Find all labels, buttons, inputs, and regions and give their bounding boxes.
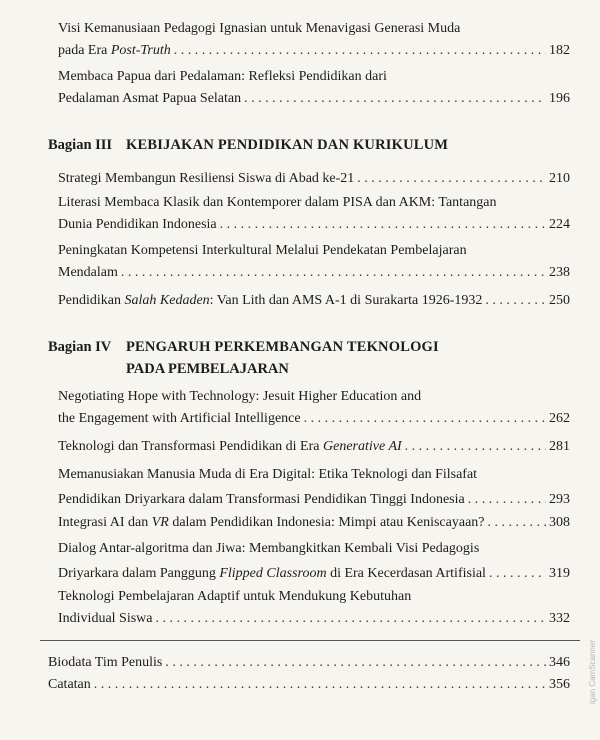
section-divider: [40, 640, 580, 641]
dot-leader: [489, 563, 546, 585]
dot-leader: [488, 512, 547, 534]
page-number: 210: [549, 171, 570, 186]
entry-leader-line: [58, 88, 570, 110]
dot-leader: [405, 436, 546, 458]
page-number: 308: [549, 515, 570, 530]
entry-title-line: Mendalam: [58, 265, 118, 280]
toc-entry-catatan[interactable]: [48, 674, 570, 696]
entry-title-line: the Engagement with Artificial Intelligence: [58, 411, 301, 426]
entry-title-line: Memanusiakan Manusia Muda di Era Digital: Etika Teknologi dan Filsafat: [58, 467, 478, 482]
toc-entry-negotiating-hope[interactable]: [58, 386, 570, 430]
entry-leader-line: [48, 674, 570, 696]
entry-title-line: Literasi Membaca Klasik dan Kontemporer dalam PISA dan AKM: Tantangan: [58, 195, 497, 210]
entry-title-line: Visi Kemanusiaan Pedagogi Ignasian untuk Menavigasi Generasi Muda: [58, 21, 461, 36]
dot-leader: [304, 408, 546, 430]
entry-leader-line: [58, 408, 570, 430]
toc-entry-visi-kemanusiaan[interactable]: [58, 18, 570, 62]
entry-leader-line: [48, 652, 570, 674]
italic-term: VR: [151, 515, 169, 530]
entry-title-line: Pendidikan Driyarkara dalam Transformasi Pendidikan Tinggi Indonesia: [58, 492, 465, 507]
section-title: PENGARUH PERKEMBANGAN TEKNOLOGI: [126, 339, 439, 355]
toc-entry-generative-ai[interactable]: [58, 436, 570, 458]
italic-term: Post-Truth: [110, 43, 171, 58]
page-number: 182: [549, 43, 570, 58]
toc-entry-salah-kedaden[interactable]: [58, 290, 570, 312]
toc-entry-membaca-papua[interactable]: [58, 66, 570, 110]
section-heading-bagian-iv: [48, 336, 439, 380]
dot-leader: [165, 652, 546, 674]
entry-title-line: Teknologi Pembelajaran Adaptif untuk Mendukung Kebutuhan: [58, 589, 412, 604]
entry-leader-line: [58, 436, 570, 458]
entry-title-line: Peningkatan Kompetensi Interkultural Melalui Pendekatan Pembelajaran: [58, 243, 467, 258]
toc-entry-kompetensi-interkultural[interactable]: [58, 240, 570, 284]
entry-title-line: Negotiating Hope with Technology: Jesuit Higher Education and: [58, 389, 422, 404]
entry-title-line: Strategi Membangun Resiliensi Siswa di Abad ke-21: [58, 171, 355, 186]
entry-leader-line: [58, 512, 570, 534]
page-number: 196: [549, 91, 570, 106]
dot-leader: [94, 674, 546, 696]
entry-leader-line: [58, 262, 570, 284]
toc-entry-memanusiakan-manusia[interactable]: [58, 464, 570, 511]
toc-entry-literasi-membaca[interactable]: [58, 192, 570, 236]
entry-leader-line: [58, 40, 570, 62]
entry-title-line: Driyarkara dalam Panggung Flipped Classroom di Era Kecerdasan Artifisial: [58, 566, 486, 581]
toc-entry-strategi-resiliensi[interactable]: [58, 168, 570, 190]
entry-leader-line: [58, 489, 570, 511]
entry-title-line: Integrasi AI dan VR dalam Pendidikan Indonesia: Mimpi atau Keniscayaan?: [58, 515, 485, 530]
dot-leader: [220, 214, 546, 236]
entry-title-line: Pendidikan Salah Kedaden: Van Lith dan AMS A-1 di Surakarta 1926-1932: [58, 293, 483, 308]
dot-leader: [121, 262, 546, 284]
scanner-watermark: igan CamScanner: [588, 640, 597, 705]
entry-leader-line: [58, 290, 570, 312]
page-number: 262: [549, 411, 570, 426]
toc-entry-integrasi-ai-vr[interactable]: [58, 512, 570, 534]
dot-leader: [244, 88, 546, 110]
italic-term: Salah Kedaden: [124, 293, 210, 308]
entry-leader-line: [58, 168, 570, 190]
section-label: Bagian III: [48, 137, 113, 153]
dot-leader: [485, 290, 546, 312]
section-title-continued: PADA PEMBELAJARAN: [126, 361, 289, 377]
toc-entry-pembelajaran-adaptif[interactable]: [58, 586, 570, 630]
entry-title-line: Pedalaman Asmat Papua Selatan: [58, 91, 242, 106]
entry-title-line: Catatan: [48, 677, 91, 692]
dot-leader: [174, 40, 546, 62]
dot-leader: [468, 489, 546, 511]
entry-title-line: Dialog Antar-algoritma dan Jiwa: Membangkitkan Kembali Visi Pedagogis: [58, 541, 480, 556]
italic-term: Generative AI: [323, 439, 402, 454]
page-number: 224: [549, 217, 570, 232]
page-number: 250: [549, 293, 570, 308]
entry-title-line: Teknologi dan Transformasi Pendidikan di Era Generative AI: [58, 439, 402, 454]
page-number: 293: [549, 492, 570, 507]
entry-title-line: Individual Siswa: [58, 611, 153, 626]
toc-entry-dialog-antar-algoritma[interactable]: [58, 538, 570, 585]
dot-leader: [357, 168, 546, 190]
page-number: 238: [549, 265, 570, 280]
entry-title-line: Membaca Papua dari Pedalaman: Refleksi Pendidikan dari: [58, 69, 387, 84]
section-title: KEBIJAKAN PENDIDIKAN DAN KURIKULUM: [126, 137, 449, 153]
entry-leader-line: [58, 608, 570, 630]
entry-title-line: pada Era Post-Truth: [58, 43, 171, 58]
page-number: 346: [549, 655, 570, 670]
page-number: 281: [549, 439, 570, 454]
toc-entry-biodata[interactable]: [48, 652, 570, 674]
section-heading-bagian-iii: [48, 134, 448, 156]
entry-leader-line: [58, 214, 570, 236]
page-number: 356: [549, 677, 570, 692]
entry-title-line: Biodata Tim Penulis: [48, 655, 163, 670]
entry-leader-line: [58, 563, 570, 585]
page-number: 319: [549, 566, 570, 581]
dot-leader: [156, 608, 547, 630]
italic-term: Flipped Classroom: [219, 566, 327, 581]
entry-title-line: Dunia Pendidikan Indonesia: [58, 217, 217, 232]
section-label: Bagian IV: [48, 339, 112, 355]
page-number: 332: [549, 611, 570, 626]
